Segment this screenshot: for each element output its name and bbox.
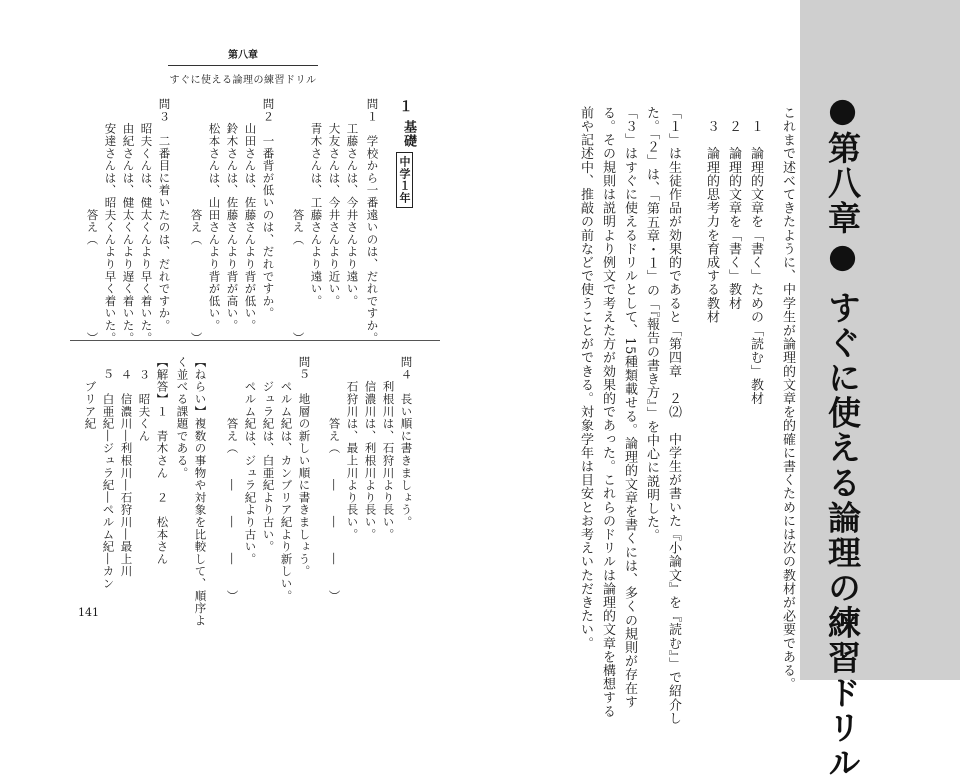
answer-line: 答え（ ） [291, 98, 306, 344]
answer-line: 答え（ ） [85, 98, 100, 344]
drill-line: 問５ 地層の新しい順に書きましょう。 [297, 356, 312, 578]
drill-line: 青木さんは、工藤さんより遠い。 [309, 98, 324, 308]
intro-line: た。「２」は、「第五章・１」の「『報告の書き方』」を中心に説明した。 [644, 106, 659, 543]
drill-line: 信濃川は、利根川より長い。 [363, 356, 378, 541]
answer-line: 答え（ ― ― ― ） [225, 356, 240, 602]
running-header-chapter: 第八章 [168, 46, 318, 66]
page-number: 141 [78, 606, 99, 619]
drill-line: 鈴木さんは、佐藤さんより背が高い。 [225, 98, 240, 332]
drill-line: 問２ 一番背が低いのは、だれですか。 [261, 98, 276, 320]
intro-line: １ 論理的文章を「書く」ための「読む」教材 [748, 106, 763, 406]
intro-line: 前や記述中、推敲の前などで使うことができる。対象学年は目安とお考えいただきたい。 [578, 106, 593, 650]
drill-line: 松本さんは、山田さんより背が低い。 [207, 98, 222, 332]
drill-line: ジュラ紀は、白亜紀より古い。 [261, 356, 276, 553]
answer-line: 答え（ ― ― ― ） [327, 356, 342, 602]
drill-line: 問４ 長い順に書きましょう。 [399, 356, 414, 529]
drill-line: 山田さんは、佐藤さんより背が低い。 [243, 98, 258, 332]
drill-line: 昭夫くんは、健太くんより早く着いた。 [139, 98, 154, 344]
intro-line: ３ 論理的思考力を育成する教材 [704, 106, 719, 324]
grade-badge: 中学１年 [396, 152, 413, 208]
intro-line: これまで述べてきたように、中学生が論理的文章を的確に書くためには次の教材が必要である。 [780, 106, 795, 691]
drill-line: 大友さんは、今井さんより近い。 [327, 98, 342, 308]
intro-line: る。その規則は説明より例文で考えた方が効果的であった。これらのドリルは論理的文章を構想する [600, 106, 615, 718]
drill-line: 問３ 二番目に着いたのは、だれですか。 [157, 98, 172, 332]
answer-key-line: ５ 白亜紀―ジュラ紀―ペルム紀―カン [101, 356, 116, 590]
running-header [168, 46, 318, 86]
drill-line: ペルム紀は、カンブリア紀より新しい。 [279, 356, 294, 602]
intro-line: ２ 論理的文章を「書く」教材 [726, 106, 741, 310]
running-header-title: すぐに使える論理の練習ドリル [169, 75, 317, 86]
drill-line: 安達さんは、昭夫くんより早く着いた。 [103, 98, 118, 344]
answer-key-line: ブリア紀 [83, 356, 98, 430]
chapter-title: ●第八章● すぐに使える論理の練習ドリル [823, 90, 862, 781]
answer-key-line: ４ 信濃川―利根川―石狩川―最上川 [119, 356, 134, 578]
drill-line: 利根川は、石狩川より長い。 [381, 356, 396, 541]
drill-line: 石狩川は、最上川より長い。 [345, 356, 360, 541]
intro-line: 「３」はすぐに使えるドリルとして、15種類載せる。論理的文章を書くには、多くの規則が存在す [622, 106, 637, 709]
intro-line: 「１」は生徒作品が効果的であると「第四章 ２⑵ 中学生が書いた『小論文』を『読む』」で紹介し [666, 106, 681, 726]
drill-line: 問１ 学校から一番遠いのは、だれですか。 [365, 98, 380, 344]
answer-line: 答え（ ） [189, 98, 204, 344]
drill-line: 工藤さんは、今井さんより遠い。 [345, 98, 360, 308]
section-divider [70, 340, 440, 341]
aim-line: 【ねらい】複数の事物や対象を比較して、順序よ [193, 356, 208, 627]
drill-line: 由紀さんは、健太くんより遅く着いた。 [121, 98, 136, 344]
drill-number: １ [399, 99, 413, 115]
answer-key-line: 【解答】１ 青木さん ２ 松本さん [155, 356, 170, 566]
aim-line: く並べる課題である。 [175, 356, 190, 479]
drill-label: 基礎 [401, 120, 416, 148]
answer-key-line: ３ 昭夫くん [137, 356, 152, 443]
drill-line: ペルム紀は、ジュラ紀より古い。 [243, 356, 258, 566]
